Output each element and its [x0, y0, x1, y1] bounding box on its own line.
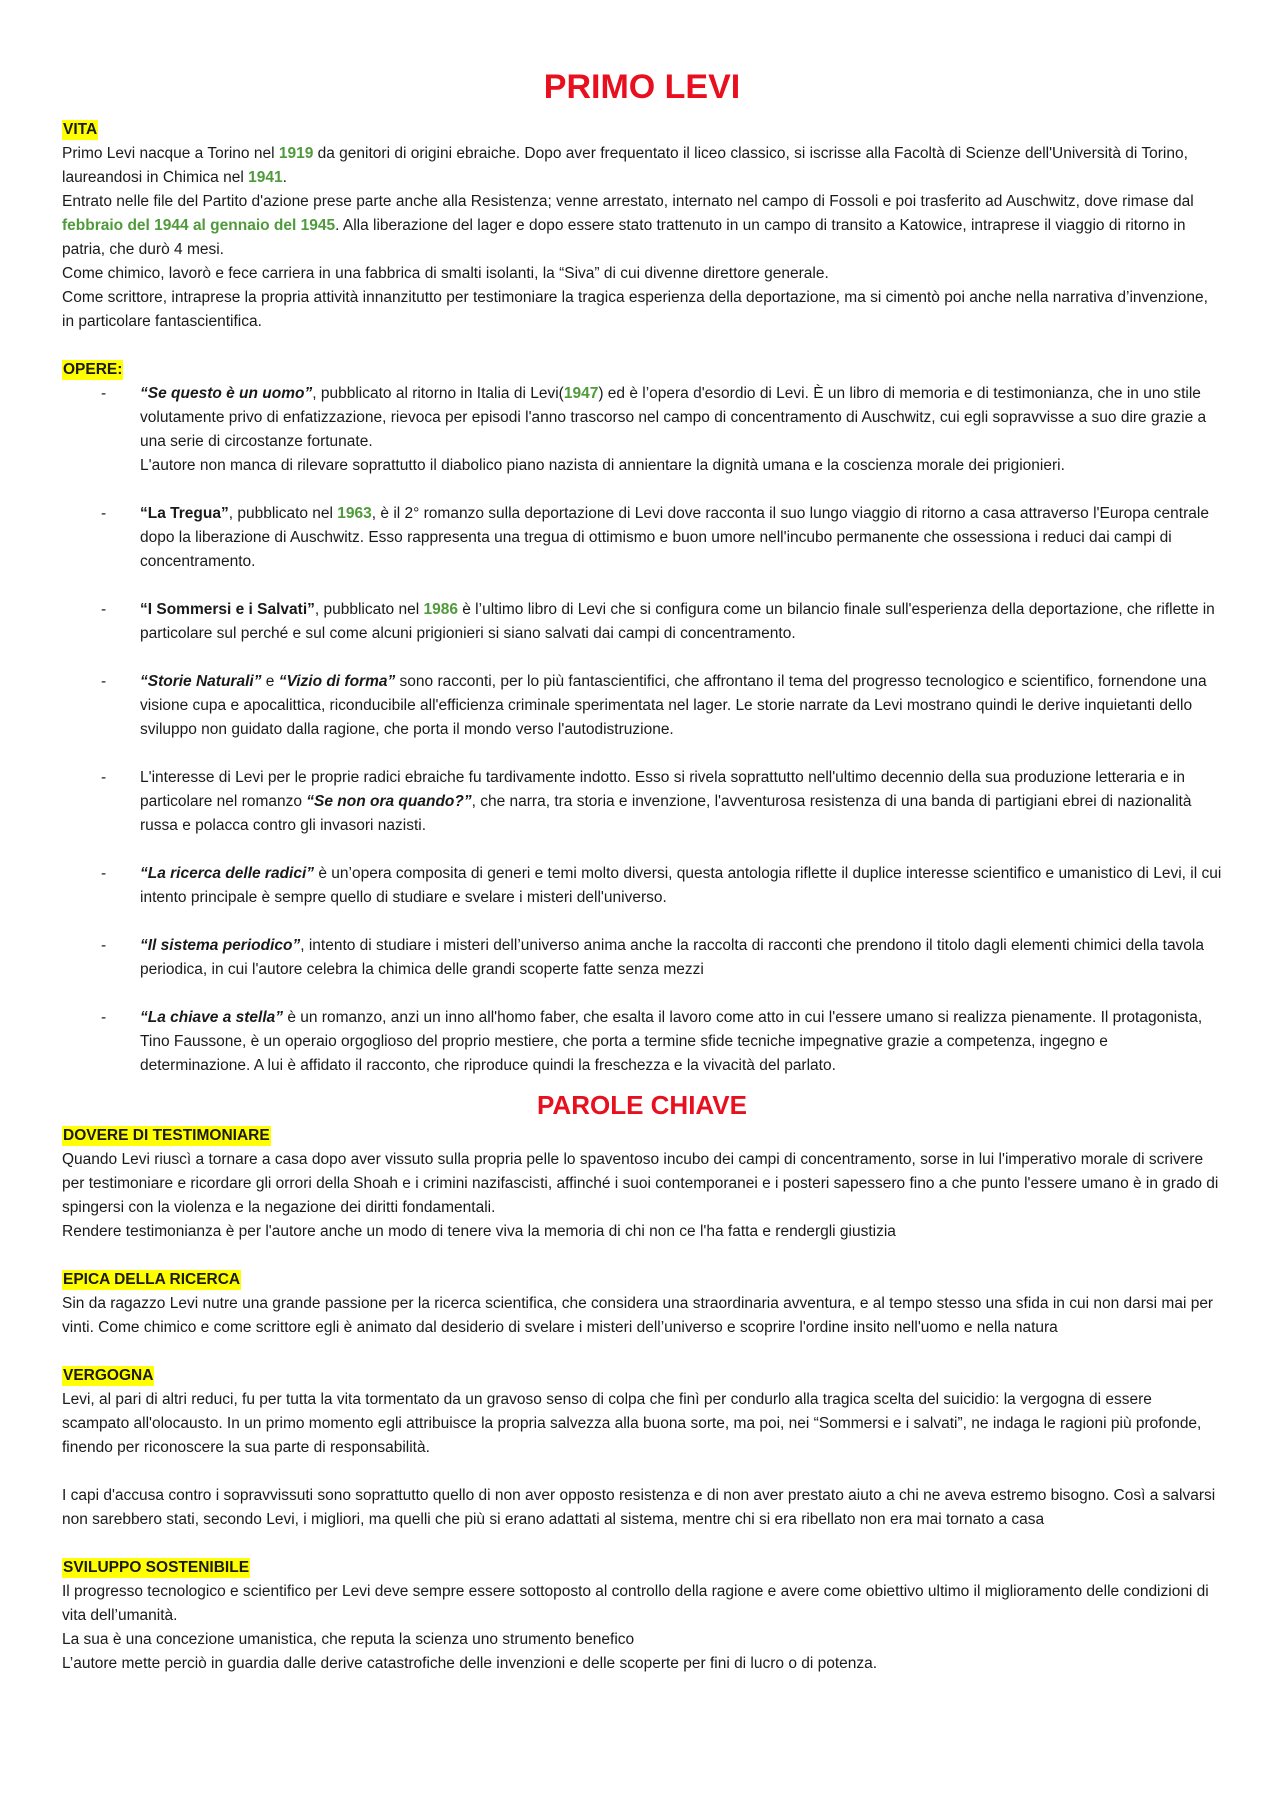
page-title: PRIMO LEVI [543, 68, 741, 106]
work-note: L'autore non manca di rilevare soprattutto il diabolico piano nazista di annientare la dignità umana e la coscienza morale dei prigionieri. [140, 457, 1065, 474]
work-title: “Il sistema periodico” [140, 937, 301, 954]
keyword-sviluppo [62, 1556, 1222, 1676]
keyword-paragraph: Quando Levi riuscì a tornare a casa dopo aver vissuto sulla propria pelle lo spaventoso incubo dei campi di concentramento, sorse in lui l'imperativo morale di scrivere per testimoniare e ricordare gli orrori della Shoah e i crimini nazifascisti, affinché i suoi contemporanei e i posteri sapessero fino a che punto l'essere umano è in grado di spingersi con la violenza e la negazione dei diritti fondamentali. [62, 1151, 1219, 1216]
text-span: e [261, 673, 279, 690]
work-title: “La ricerca delle radici” [140, 865, 315, 882]
text-span: , pubblicato al ritorno in Italia di Levi( [312, 385, 564, 402]
list-item [62, 766, 1222, 838]
work-title: “La Tregua” [140, 505, 229, 522]
text-span: Primo Levi nacque a Torino nel [62, 145, 279, 162]
text-span: L'interesse di Levi per le proprie radici ebraiche fu tardivamente indotto. Esso si rivela soprattutto nell'ultimo decennio della sua produzione letteraria e in particolare nel romanzo [140, 769, 1186, 810]
keyword-heading: EPICA DELLA RICERCA [63, 1271, 241, 1288]
work-title: “I Sommersi e i Salvati” [140, 601, 315, 618]
keyword-paragraph: Levi, al pari di altri reduci, fu per tutta la vita tormentato da un gravoso senso di colpa che finì per condurlo alla tragica scelta del suicidio: la vergogna di essere scampato all'olocausto. In un primo momento egli attribuisce la propria salvezza alla buona sorte, ma poi, nei “Sommersi e i salvati”, ne indaga le ragioni più profonde, finendo per riconoscere la sua parte di responsabilità. [62, 1391, 1202, 1456]
work-year: 1963 [337, 505, 372, 522]
list-item [62, 502, 1222, 574]
text-span: è un’opera composita di generi e temi molto diversi, questa antologia riflette il duplice interesse scientifico e umanistico di Levi, il cui intento principale è sempre quello di studiare e svelare i misteri dell'universo. [140, 865, 1222, 906]
birth-year: 1919 [278, 145, 314, 162]
work-title: “La chiave a stella” [140, 1009, 284, 1026]
document-page [62, 62, 1222, 1676]
keyword-epica [62, 1268, 1222, 1340]
keywords-title: PAROLE CHIAVE [537, 1090, 747, 1120]
vita-paragraph: Come chimico, lavorò e fece carriera in una fabbrica di smalti isolanti, la “Siva” di cui divenne direttore generale. [62, 265, 829, 282]
vita-paragraph [62, 142, 1222, 190]
keyword-dovere [62, 1124, 1222, 1244]
keyword-heading: SVILUPPO SOSTENIBILE [63, 1559, 250, 1576]
graduation-year: 1941 [248, 169, 283, 186]
text-span: . [282, 169, 287, 186]
list-item [62, 934, 1222, 982]
section-opere [62, 358, 1222, 1078]
text-span: , pubblicato nel [228, 505, 338, 522]
auschwitz-dates: febbraio del 1944 al gennaio del 1945 [62, 217, 336, 234]
keyword-paragraph: La sua è una concezione umanistica, che reputa la scienza uno strumento benefico [62, 1631, 635, 1648]
section-heading-vita: VITA [63, 121, 98, 138]
text-span: è l’ultimo libro di Levi che si configura come un bilancio finale sull'esperienza della deportazione, che riflette in particolare sul perché e sul come alcuni prigionieri si siano salvati dai campi di concentramento. [140, 601, 1215, 642]
list-item [62, 670, 1222, 742]
section-heading-opere: OPERE: [63, 361, 123, 378]
work-title: “Se non ora quando?” [306, 793, 472, 810]
list-item [62, 862, 1222, 910]
list-item [62, 598, 1222, 646]
work-title: “Se questo è un uomo” [140, 385, 313, 402]
works-list [62, 382, 1222, 1078]
keyword-heading: DOVERE DI TESTIMONIARE [63, 1127, 270, 1144]
section-vita [62, 118, 1222, 334]
text-span: , pubblicato nel [314, 601, 424, 618]
work-title: “Vizio di forma” [278, 673, 396, 690]
text-span: è un romanzo, anzi un inno all'homo faber, che esalta il lavoro come atto in cui l'essere umano si realizza pienamente. Il protagonista, Tino Faussone, è un operaio orgoglioso del proprio mestiere, che porta a termine sfide tecniche impegnative grazie a competenza, ingegno e determinazione. A lui è affidato il racconto, che riproduce quindi la freschezza e la vivacità del parlato. [140, 1009, 1203, 1074]
text-span: , che narra, tra storia e invenzione, l'avventurosa resistenza di una banda di partigiani ebrei di nazionalità russa e polacca contro gli invasori nazisti. [140, 793, 1192, 834]
keyword-heading: VERGOGNA [63, 1367, 154, 1384]
keyword-paragraph: Il progresso tecnologico e scientifico per Levi deve sempre essere sottoposto al controllo della ragione e avere come obiettivo ultimo il miglioramento delle condizioni di vita dell’umanità. [62, 1583, 1209, 1624]
list-item [62, 382, 1222, 478]
keyword-paragraph: L’autore mette perciò in guardia dalle derive catastrofiche delle invenzioni e delle scoperte per fini di lucro o di potenza. [62, 1655, 878, 1672]
text-span: . Alla liberazione del lager e dopo essere stato trattenuto in un campo di transito a Katowice, intraprese il viaggio di ritorno in patria, che durò 4 mesi. [62, 217, 1186, 258]
work-title: “Storie Naturali” [140, 673, 262, 690]
list-item [62, 1006, 1222, 1078]
text-span: sono racconti, per lo più fantascientifici, che affrontano il tema del progresso tecnologico e scientifico, fornendone una visione cupa e apocalittica, riconducibile all'efficienza criminale sperimentata nel lager. Le storie narrate da Levi mostrano quindi le derive inquietanti dello sviluppo non guidato dalla ragione, che porta il mondo verso l'autodistruzione. [140, 673, 1207, 738]
vita-paragraph: Come scrittore, intraprese la propria attività innanzitutto per testimoniare la tragica esperienza della deportazione, ma si cimentò poi anche nella narrativa d’invenzione, in particolare fantascientifica. [62, 289, 1208, 330]
work-year: 1986 [423, 601, 458, 618]
text-span: Entrato nelle file del Partito d'azione prese parte anche alla Resistenza; venne arrestato, internato nel campo di Fossoli e poi trasferito ad Auschwitz, dove rimase dal [62, 193, 1194, 210]
text-span: da genitori di origini ebraiche. Dopo aver frequentato il liceo classico, si iscrisse alla Facoltà di Scienze dell'Università di Torino, laureandosi in Chimica nel [62, 145, 1188, 186]
text-span: , intento di studiare i misteri dell’universo anima anche la raccolta di racconti che prendono il titolo dagli elementi chimici della tavola periodica, in cui l'autore celebra la chimica delle grandi scoperte fatte senza mezzi [140, 937, 1204, 978]
text-span: , è il 2° romanzo sulla deportazione di Levi dove racconta il suo lungo viaggio di ritorno a casa attraverso l'Europa centrale dopo la liberazione di Auschwitz. Esso rappresenta una tregua di ottimismo e buon umore nell'incubo permanente che ossessiona i reduci dai campi di concentramento. [140, 505, 1209, 570]
keyword-paragraph: I capi d'accusa contro i sopravvissuti sono soprattutto quello di non aver opposto resistenza e di non aver prestato aiuto a chi ne aveva estremo bisogno. Così a salvarsi non sarebbero stati, secondo Levi, i migliori, ma quelli che più si erano adattati al sistema, mentre chi si era ribellato non era mai tornato a casa [62, 1487, 1216, 1528]
work-year: 1947 [563, 385, 599, 402]
keyword-vergogna [62, 1364, 1222, 1532]
keyword-paragraph: Sin da ragazzo Levi nutre una grande passione per la ricerca scientifica, che considera una straordinaria avventura, e al tempo stesso una sfida in cui non darsi mai per vinti. Come chimico e come scrittore egli è animato dal desiderio di svelare i misteri dell’universo e scoprire l'ordine insito nell'uomo e nella natura [62, 1295, 1214, 1336]
vita-paragraph [62, 190, 1222, 262]
keyword-paragraph: Rendere testimonianza è per l'autore anche un modo di tenere viva la memoria di chi non ce l'ha fatta e rendergli giustizia [62, 1223, 896, 1240]
text-span: ) ed è l’opera d'esordio di Levi. È un libro di memoria e di testimonianza, che in uno stile volutamente privo di enfatizzazione, rievoca per episodi l'anno trascorso nel campo di concentramento di Auschwitz, cui egli sopravvisse a suo dire grazie a una serie di circostanze fortunate. [140, 385, 1207, 450]
